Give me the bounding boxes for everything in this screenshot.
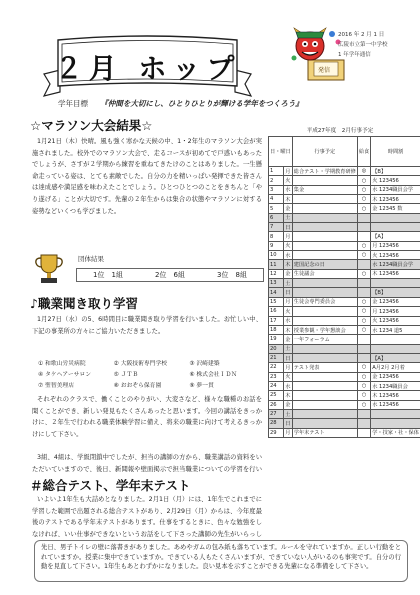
schedule-cell-ml: ○ [357, 400, 370, 409]
schedule-cell-tm: 学・技家・社・保体 [371, 428, 420, 437]
schedule-cell-ev [292, 288, 357, 297]
schedule-cell-tm: 水 1234職員会学 [371, 260, 420, 269]
list-item: ② 大阪技術専門学校 [113, 361, 168, 367]
schedule-cell-ml: ○ [357, 269, 370, 278]
schedule-cell-w: 土 [283, 344, 292, 353]
schedule-cell-d: 20 [269, 344, 284, 353]
table-row [269, 232, 420, 241]
col-time: 時間割 [371, 137, 420, 167]
grade-goal [58, 98, 408, 109]
schedule-cell-tm: 火 123456 [371, 251, 420, 260]
schedule-cell-ev [292, 344, 357, 353]
schedule-cell-w: 金 [283, 269, 292, 278]
schedule-cell-w: 日 [283, 288, 292, 297]
schedule-cell-w: 木 [283, 325, 292, 334]
schedule-cell-d: 8 [269, 232, 284, 241]
schedule-cell-d: 11 [269, 260, 284, 269]
schedule-cell-ml [357, 344, 370, 353]
marathon-heading: ☆マラソン大会結果☆ [30, 118, 153, 133]
schedule-cell-ev: 総合テスト・学期教育研修 [292, 167, 357, 176]
test-paragraph: いよいよ1年生も大詰めとなりました。2月1日（月）には、1年生でこれまでに学習した範囲で出題される総合テストがあり、2月29日（月）からは、今年度最後のテストである学年末テストがあります。仕事をするときに、色々な勉強をしなければ、いい仕事ができないというお話をして下さった講師の先生がいらっし [32, 496, 262, 538]
schedule-cell-tm [371, 223, 420, 232]
schedule-cell-ev [292, 204, 357, 213]
schedule-cell-tm [371, 213, 420, 222]
schedule-cell-w: 水 [283, 381, 292, 390]
results-label: 団体結果 [78, 255, 104, 263]
schedule-cell-ml: ○ [357, 381, 370, 390]
col-day: 日・曜日 [269, 137, 293, 167]
table-row [269, 391, 420, 400]
schedule-cell-d: 19 [269, 335, 284, 344]
table-row [269, 213, 420, 222]
schedule-cell-d: 2 [269, 176, 284, 185]
schedule-cell-ml: ○ [357, 251, 370, 260]
schedule-cell-ev: 生徒会専門委員会 [292, 297, 357, 306]
schedule-cell-d: 9 [269, 241, 284, 250]
trophy-icon [32, 252, 66, 286]
issue-info [338, 30, 418, 60]
schedule-cell-ml: ○ [357, 185, 370, 194]
issue-date: 2016 年 2 月 1 日 [338, 32, 385, 38]
schedule-cell-tm: 木 123456 [371, 269, 420, 278]
schedule-cell-d: 21 [269, 353, 284, 362]
notice-box: 先日、男子トイレの壁に落書きがありました。あめやガムの包み紙も落ちています。ルールを守れていますか。正しい行動をとれていますか。授業に集中できていますか。できている人もたくさんいますが、できていない人がいるのも事実です。自分の行動を見直して下さい。1年生もあとわずかになりました。良い見本を示すことができる先輩になる準備をして下さい。 [34, 540, 408, 582]
schedule-cell-w: 日 [283, 353, 292, 362]
schedule-cell-w: 金 [283, 335, 292, 344]
schedule-cell-ev: 生徒議会 [292, 269, 357, 278]
schedule-cell-w: 月 [283, 428, 292, 437]
schedule-cell-tm: 水 1234 道5 [371, 325, 420, 334]
schedule-cell-ml [357, 335, 370, 344]
schedule-cell-ev [292, 241, 357, 250]
schedule-cell-w: 月 [283, 232, 292, 241]
schedule-cell-w: 火 [283, 372, 292, 381]
schedule-cell-d: 24 [269, 381, 284, 390]
schedule-cell-ev [292, 409, 357, 418]
schedule-cell-d: 23 [269, 372, 284, 381]
schedule-cell-d: 13 [269, 279, 284, 288]
schedule-cell-d: 26 [269, 400, 284, 409]
schedule-cell-d: 25 [269, 391, 284, 400]
results-box [76, 268, 264, 282]
schedule-cell-tm: 【B】 [371, 288, 420, 297]
table-row [269, 260, 420, 269]
schedule-cell-w: 水 [283, 316, 292, 325]
table-row [269, 325, 420, 334]
result-first: 1位 1組 [93, 271, 123, 279]
list-item: ⑦ 聖智美理店 [38, 383, 75, 389]
schedule-cell-tm [371, 409, 420, 418]
table-row [269, 185, 420, 194]
table-row [269, 372, 420, 381]
schedule-cell-ev: 集金 [292, 185, 357, 194]
schedule-cell-ml: ○ [357, 316, 370, 325]
schedule-cell-d: 16 [269, 307, 284, 316]
schedule-cell-d: 10 [269, 251, 284, 260]
col-event: 行事予定 [292, 137, 357, 167]
jobs-paragraph-3: 3組、4組は、学級閉鎖中でしたが、担当の講師の方から、職業講話の資料をいただいていますので、後日、新聞報や壁面掲示で担当職業についての学習を行い [32, 454, 262, 473]
schedule-cell-ev [292, 307, 357, 316]
table-row [269, 251, 420, 260]
list-item: ⑨ 夢一貫 [189, 383, 214, 389]
list-item: ④ タケヘアーサロン [38, 372, 92, 378]
goal-text: 『仲間を大切にし、ひとりひとりが輝ける学年をつくろう』 [100, 99, 303, 108]
schedule-cell-ev [292, 419, 357, 428]
table-row [269, 176, 420, 185]
schedule-cell-w: 土 [283, 279, 292, 288]
schedule-cell-d: 1 [269, 167, 284, 176]
table-row [269, 241, 420, 250]
table-row [269, 223, 420, 232]
schedule-cell-ev [292, 372, 357, 381]
schedule-cell-w: 水 [283, 251, 292, 260]
schedule-cell-ev: 一年フォーラム [292, 335, 357, 344]
schedule-cell-ev [292, 176, 357, 185]
schedule-cell-ml: ○ [357, 325, 370, 334]
schedule-cell-ml [357, 353, 370, 362]
schedule-cell-ml: ○ [357, 195, 370, 204]
schedule-cell-tm [371, 279, 420, 288]
schedule-cell-d: 29 [269, 428, 284, 437]
schedule-cell-ev [292, 391, 357, 400]
table-row [269, 419, 420, 428]
schedule-cell-w: 日 [283, 223, 292, 232]
table-row [269, 409, 420, 418]
schedule-cell-w: 土 [283, 409, 292, 418]
schedule-cell-ev [292, 353, 357, 362]
schedule-cell-w: 木 [283, 195, 292, 204]
schedule-cell-tm [371, 419, 420, 428]
list-item: ① 和歌山労災病院 [38, 361, 86, 367]
schedule-cell-w: 水 [283, 185, 292, 194]
schedule-cell-d: 18 [269, 325, 284, 334]
table-row [269, 195, 420, 204]
schedule-cell-tm: 月 123456 [371, 307, 420, 316]
table-row [269, 400, 420, 409]
schedule-cell-ev [292, 195, 357, 204]
schedule-cell-d: 3 [269, 185, 284, 194]
schedule-cell-d: 4 [269, 195, 284, 204]
schedule-cell-ml [357, 223, 370, 232]
list-item: ⑧ おおぞら保育園 [113, 383, 162, 389]
schedule-cell-w: 月 [283, 167, 292, 176]
title-banner [40, 34, 255, 98]
schedule-cell-tm: 水 1234職員会学 [371, 185, 420, 194]
schedule-cell-tm: 金 123456 [371, 297, 420, 306]
schedule-cell-d: 14 [269, 288, 284, 297]
jobs-heading: ♪職業聞き取り学習 [30, 296, 138, 311]
schedule-cell-w: 土 [283, 213, 292, 222]
schedule-cell-ev [292, 251, 357, 260]
table-row [269, 269, 420, 278]
schedule-cell-ev: テスト発表 [292, 363, 357, 372]
schedule-cell-d: 15 [269, 297, 284, 306]
schedule-cell-ml [357, 428, 370, 437]
table-row [269, 279, 420, 288]
schedule-table [268, 136, 420, 438]
table-row [269, 167, 420, 176]
schedule-cell-w: 木 [283, 391, 292, 400]
table-row [269, 316, 420, 325]
trophy-illustration [32, 252, 66, 286]
schedule-cell-tm: 水 123456 [371, 400, 420, 409]
table-row [269, 353, 420, 362]
mascot-sign-text: 発信 [318, 67, 331, 74]
schedule-cell-d: 28 [269, 419, 284, 428]
schedule-cell-ev: 学年末テスト [292, 428, 357, 437]
schedule-body [269, 167, 420, 438]
schedule-cell-ev: 建国記念の日 [292, 260, 357, 269]
schedule-cell-w: 月 [283, 363, 292, 372]
list-item: ⑤ ＪＴＢ [113, 372, 139, 378]
table-row [269, 381, 420, 390]
schedule-cell-ml [357, 419, 370, 428]
schedule-cell-w: 月 [283, 297, 292, 306]
issue-school: 広陵市立第一中学校 [338, 42, 388, 48]
table-row [269, 297, 420, 306]
schedule-cell-ml: ○ [357, 372, 370, 381]
page-title: ２月 ホップ [54, 52, 241, 85]
table-row [269, 344, 420, 353]
schedule-cell-tm: 火 123456 [371, 176, 420, 185]
schedule-cell-ev [292, 316, 357, 325]
schedule-cell-w: 木 [283, 260, 292, 269]
schedule-cell-tm: 【A】 [371, 232, 420, 241]
schedule-cell-d: 27 [269, 409, 284, 418]
schedule-cell-ml: ○ [357, 297, 370, 306]
schedule-cell-w: 火 [283, 307, 292, 316]
schedule-cell-ev [292, 213, 357, 222]
schedule-cell-ml: ◎ [357, 167, 370, 176]
schedule-cell-d: 7 [269, 223, 284, 232]
schedule-cell-tm: 金 123456 [371, 372, 420, 381]
result-third: 3位 8組 [217, 271, 247, 279]
table-row [269, 363, 420, 372]
marathon-paragraph: 1月21日（木）快晴。風も強く寒かな天候の中、1・2年生のマラソン大会が実施されました。校外でのマラソン大会で、走るコースが初めてで戸惑いもあったでしょうが、さすが２学期から練習を重ねてきたけのことはありました。一生懸命走っている姿は、とても素敵でした。自分の力を精いっぱい発揮できた皆さんは達成感や満足感を味わえたことでしょう。ひとつひとつのことをきちんと「やり遂げる」ことが大切です。先輩の２年生からは集合の状態やマラソンに対する姿勢などいくつも学びました。 [32, 138, 262, 215]
schedule-cell-ml [357, 409, 370, 418]
schedule-cell-d: 6 [269, 213, 284, 222]
col-meal: 給食 [357, 137, 370, 167]
schedule-cell-w: 日 [283, 419, 292, 428]
schedule-cell-ev [292, 223, 357, 232]
jobs-paragraph-2: それぞれのクラスで、働くことのやりがい、大変さなど、様々な職種のお話を聞くことができ、新しい発見もたくさんあったと思います。今回の講話をきっかけに、２年生で行われる職業体験学習に備え、将来の職業に向けて考えるきっかけにして下さい。 [32, 396, 262, 438]
schedule-cell-d: 22 [269, 363, 284, 372]
schedule-cell-tm [371, 344, 420, 353]
schedule-cell-ml [357, 213, 370, 222]
schedule-cell-ml: ○ [357, 176, 370, 185]
schedule-cell-ev [292, 381, 357, 390]
schedule-cell-ml: ○ [357, 241, 370, 250]
schedule-cell-d: 5 [269, 204, 284, 213]
jobs-list [38, 359, 263, 392]
schedule-cell-ml: ○ [357, 363, 370, 372]
schedule-cell-ml [357, 260, 370, 269]
table-row [269, 288, 420, 297]
schedule-cell-w: 火 [283, 241, 292, 250]
list-item: ③ 沢崎建築 [189, 361, 220, 367]
table-row [269, 307, 420, 316]
schedule-cell-tm: 月 123456 [371, 241, 420, 250]
test-heading: ＃総合テスト、学年末テスト [30, 478, 191, 493]
jobs-paragraph: 1月27日（水）の5、6時間目に職業聞き取り学習を行いました。お忙しい中、下記の事業所の方々にご協力いただきました。 [32, 316, 262, 335]
schedule-cell-tm: 火 123456 [371, 316, 420, 325]
schedule-cell-ml [357, 288, 370, 297]
schedule-cell-ml [357, 232, 370, 241]
schedule-cell-ev [292, 279, 357, 288]
result-second: 2位 6組 [155, 271, 185, 279]
schedule-cell-ml: ○ [357, 307, 370, 316]
schedule-cell-ev: 授業参観・学年懇談会 [292, 325, 357, 334]
schedule-cell-ml: ○ [357, 204, 370, 213]
schedule-cell-tm: 水 1234職員会 [371, 381, 420, 390]
list-item: ⑥ 株式会社ＩＤＮ [189, 372, 237, 378]
schedule-cell-ev [292, 232, 357, 241]
table-row [269, 335, 420, 344]
schedule-cell-tm [371, 335, 420, 344]
schedule-cell-w: 火 [283, 176, 292, 185]
schedule-cell-w: 金 [283, 204, 292, 213]
schedule-title: 平成27年度 2月行事予定 [306, 128, 374, 134]
schedule-cell-ev [292, 400, 357, 409]
table-row [269, 428, 420, 437]
table-row [269, 204, 420, 213]
schedule-cell-tm: 木 123456 [371, 391, 420, 400]
schedule-cell-ml [357, 279, 370, 288]
schedule-cell-w: 金 [283, 400, 292, 409]
schedule-cell-tm: 木 123456 [371, 195, 420, 204]
schedule-cell-tm: 金 12345 数 [371, 204, 420, 213]
goal-label: 学年目標 [58, 99, 88, 108]
schedule-cell-tm: 【B】 [371, 167, 420, 176]
schedule-cell-d: 12 [269, 269, 284, 278]
schedule-cell-tm: 【A】 [371, 353, 420, 362]
issue-newsletter: 1 年学年通信 [338, 52, 371, 58]
schedule-cell-tm: A月2月 2月着 [371, 363, 420, 372]
schedule-cell-d: 17 [269, 316, 284, 325]
schedule-cell-ml: ○ [357, 391, 370, 400]
